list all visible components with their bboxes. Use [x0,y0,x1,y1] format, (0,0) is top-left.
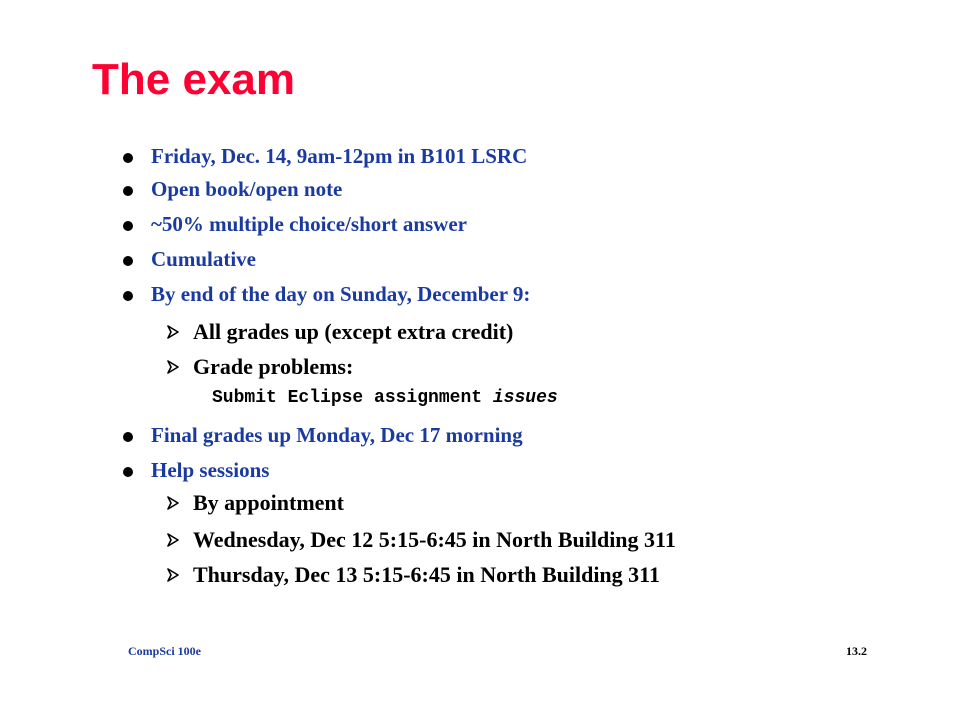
code-text: Submit Eclipse assignment [212,388,493,408]
bullet-item: Help sessions [151,458,270,482]
disc-bullet-icon [123,153,133,163]
bullet-item: Open book/open note [151,177,343,201]
footer-slide-number: 13.2 [846,644,867,658]
disc-bullet-icon [123,432,133,442]
bullet-item: Friday, Dec. 14, 9am-12pm in B101 LSRC [151,144,528,168]
disc-bullet-icon [123,221,133,231]
sub-bullet-item: By appointment [193,490,344,515]
slide-title: The exam [92,55,295,104]
sub-bullet-item: Wednesday, Dec 12 5:15-6:45 in North Building 311 [193,527,676,552]
disc-bullet-icon [123,291,133,301]
arrowhead-bullet-icon [166,533,180,547]
sub-bullet-item: Grade problems: [193,354,354,379]
sub-bullet-item: All grades up (except extra credit) [193,319,514,344]
footer-course: CompSci 100e [128,644,201,658]
code-italic-text: issues [492,388,558,408]
arrowhead-bullet-icon [166,568,180,582]
code-line [212,386,558,410]
bullet-item: By end of the day on Sunday, December 9: [151,282,531,306]
arrowhead-bullet-icon [166,496,180,510]
bullet-item: ~50% multiple choice/short answer [151,212,467,236]
arrowhead-bullet-icon [166,325,180,339]
bullet-item: Cumulative [151,247,256,271]
sub-bullet-item: Thursday, Dec 13 5:15-6:45 in North Building 311 [193,562,660,587]
arrowhead-bullet-icon [166,360,180,374]
bullet-item: Final grades up Monday, Dec 17 morning [151,423,523,447]
disc-bullet-icon [123,256,133,266]
disc-bullet-icon [123,467,133,477]
disc-bullet-icon [123,186,133,196]
